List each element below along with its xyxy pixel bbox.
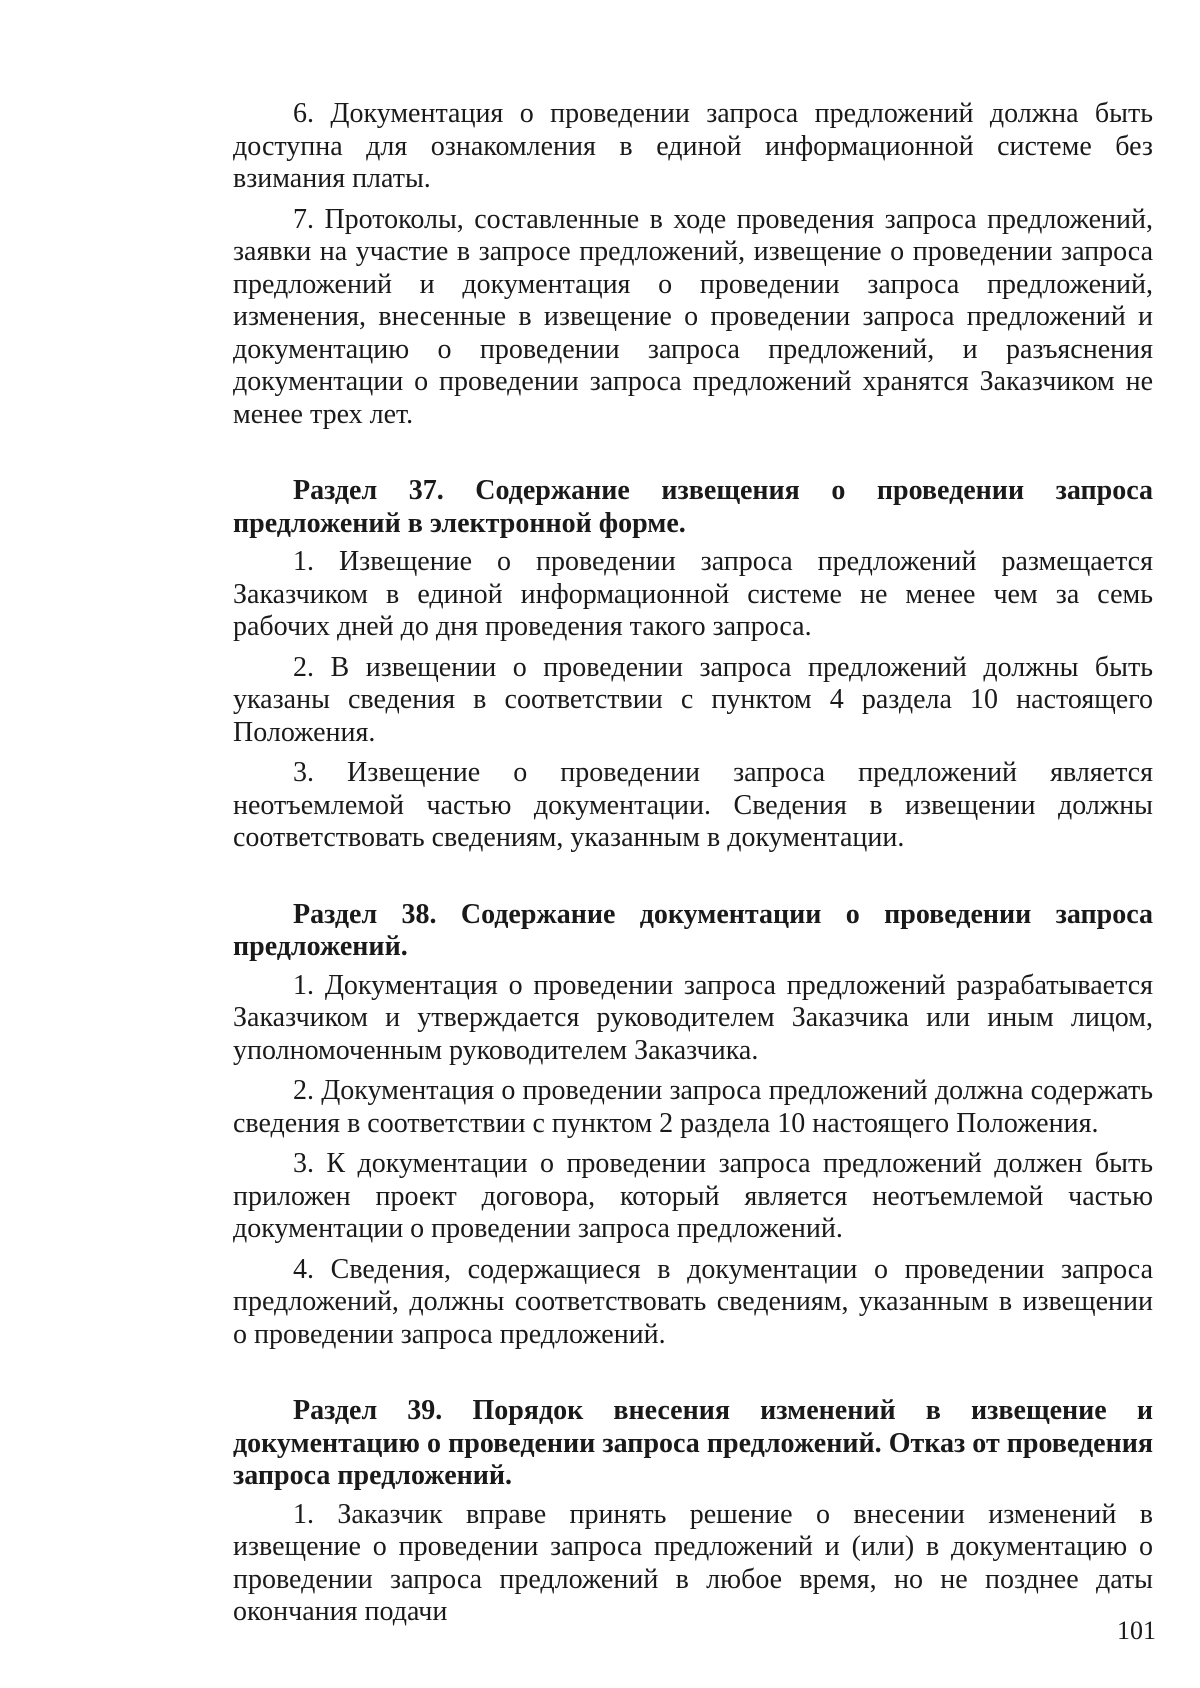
section-39-heading: Раздел 39. Порядок внесения изменений в извещение и документацию о проведении запроса предложений. Отказ от проведения запроса предложений. xyxy=(233,1395,1153,1491)
page-number: 101 xyxy=(1117,1616,1156,1645)
section-37-heading: Раздел 37. Содержание извещения о проведении запроса предложений в электронной форме. xyxy=(233,475,1153,539)
section-39-paragraph-1: 1. Заказчик вправе принять решение о внесении изменений в извещение о проведении запроса предложений и (или) в документацию о проведении запроса предложений в любое время, но не позднее даты окончания подачи xyxy=(233,1498,1153,1627)
section-38-heading: Раздел 38. Содержание документации о проведении запроса предложений. xyxy=(233,898,1153,962)
section-38-paragraph-3: 3. К документации о проведении запроса предложений должен быть приложен проект договора, который является неотъемлемой частью документации о проведении запроса предложений. xyxy=(233,1148,1153,1244)
section-38-paragraph-4: 4. Сведения, содержащиеся в документации о проведении запроса предложений, должны соответствовать сведениям, указанным в извещении о проведении запроса предложений. xyxy=(233,1253,1153,1350)
paragraph-6: 6. Документация о проведении запроса предложений должна быть доступна для ознакомления в единой информационной системе без взимания платы. xyxy=(233,98,1153,194)
paragraph-7: 7. Протоколы, составленные в ходе проведения запроса предложений, заявки на участие в запросе предложений, извещение о проведении запроса предложений и документация о проведении запроса предложений, изменения, внесенные в извещение о проведении запроса предложений и документацию о проведении запроса предложений, и разъяснения документации о проведении запроса предложений хранятся Заказчиком не менее трех лет. xyxy=(233,203,1153,430)
document-page xyxy=(233,98,1153,1637)
section-38-paragraph-2: 2. Документация о проведении запроса предложений должна содержать сведения в соответствии с пунктом 2 раздела 10 настоящего Положения. xyxy=(233,1075,1153,1139)
section-37-paragraph-2: 2. В извещении о проведении запроса предложений должны быть указаны сведения в соответствии с пунктом 4 раздела 10 настоящего Положения. xyxy=(233,651,1153,748)
section-38-paragraph-1: 1. Документация о проведении запроса предложений разрабатывается Заказчиком и утверждается руководителем Заказчика или иным лицом, уполномоченным руководителем Заказчика. xyxy=(233,969,1153,1066)
section-37-paragraph-1: 1. Извещение о проведении запроса предложений размещается Заказчиком в единой информационной системе не менее чем за семь рабочих дней до дня проведения такого запроса. xyxy=(233,546,1153,642)
section-37-paragraph-3: 3. Извещение о проведении запроса предложений является неотъемлемой частью документации. Сведения в извещении должны соответствовать сведениям, указанным в документации. xyxy=(233,757,1153,853)
